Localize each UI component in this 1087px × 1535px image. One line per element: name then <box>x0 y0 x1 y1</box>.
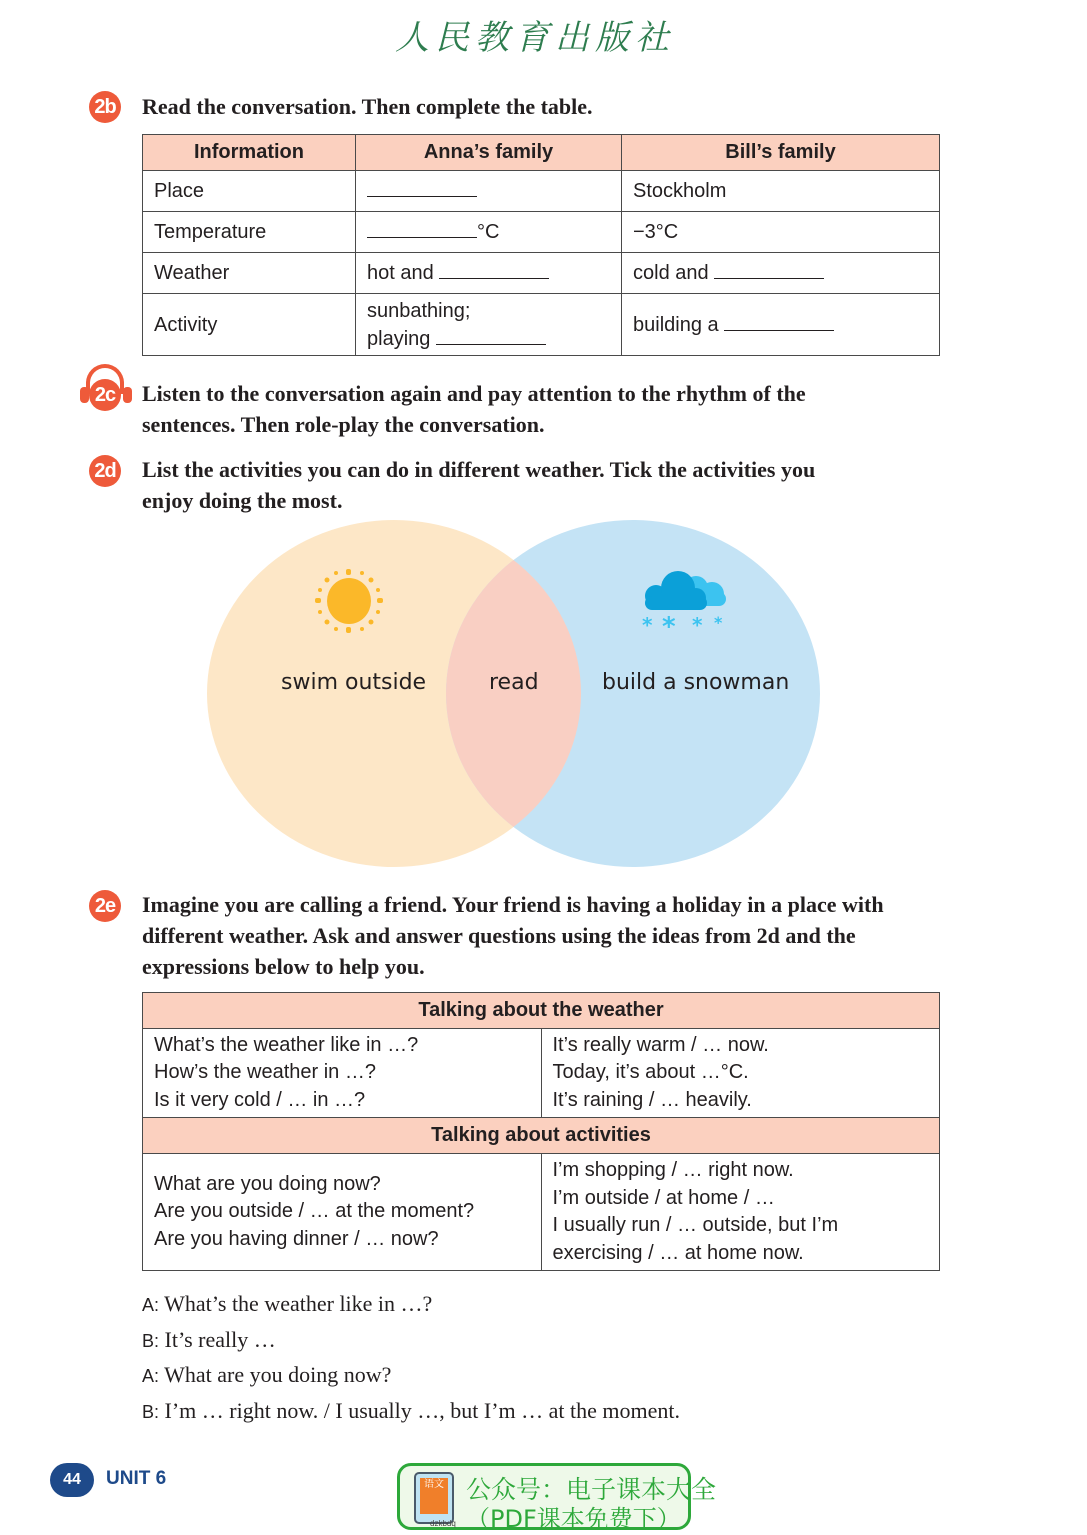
bill-temp-cell: −3°C <box>622 212 940 253</box>
expression-line: It’s really warm / … now. <box>552 1033 769 1056</box>
tablet-book-icon <box>414 1472 454 1524</box>
instruction-line: sentences. Then role-play the conversation. <box>142 412 545 437</box>
blank-answer-field[interactable] <box>367 179 477 197</box>
expression-line: I usually run / … outside, but I’m <box>552 1214 839 1236</box>
sun-icon <box>312 568 386 634</box>
headphones-earcup-left <box>80 387 89 403</box>
instruction-line: different weather. Ask and answer questions using the ideas from 2d and the <box>142 923 856 948</box>
expression-line: How’s the weather in …? <box>154 1061 376 1084</box>
cell-text: hot and <box>367 262 434 284</box>
bill-activity-cell <box>622 294 940 356</box>
headphones-earcup-right <box>123 387 132 403</box>
exercise-badge-2c: 2c <box>89 379 121 411</box>
exercise-badge-2e: 2e <box>89 890 121 922</box>
cell-text: cold and <box>633 262 709 284</box>
promo-banner[interactable] <box>397 1463 717 1533</box>
promo-text-line1: 公众号：电子课本大全 <box>466 1475 717 1504</box>
unit-celsius: °C <box>477 221 500 243</box>
dialogue-text: What’s the weather like in …? <box>164 1291 433 1316</box>
expression-line: Are you having dinner / … now? <box>154 1227 439 1250</box>
venn-diagram <box>207 520 821 867</box>
expression-line: I’m outside / at home / … <box>552 1186 775 1209</box>
instruction-line: Listen to the conversation again and pay attention to the rhythm of the <box>142 381 806 406</box>
page-number: 44 <box>50 1463 94 1497</box>
snow-cloud-icon <box>636 566 730 636</box>
table-row <box>143 294 940 356</box>
instruction-2d <box>142 454 815 516</box>
anna-temp-cell <box>356 212 622 253</box>
anna-place-cell <box>356 171 622 212</box>
expression-line: Today, it’s about …°C. <box>552 1061 749 1084</box>
instruction-line: expressions below to help you. <box>142 954 425 979</box>
speaker-label: B: <box>142 1330 160 1351</box>
instruction-2e <box>142 889 942 982</box>
instruction-2b: Read the conversation. Then complete the table. <box>142 94 593 119</box>
cell-text: sunbathing; <box>367 299 471 322</box>
speaker-label: A: <box>142 1366 160 1386</box>
activity-answers-cell <box>541 1154 940 1271</box>
dialogue-line <box>142 1287 680 1323</box>
svg-text:*: * <box>692 613 703 636</box>
header-bill: Bill’s family <box>622 135 940 171</box>
dialogue-line <box>142 1394 680 1430</box>
instruction-2c <box>142 378 806 440</box>
speaker-label: B: <box>142 1401 160 1422</box>
expression-line: Are you outside / … at the moment? <box>154 1200 475 1223</box>
tablet-book-cover: 语文 <box>420 1478 448 1514</box>
blank-answer-field[interactable] <box>439 261 549 279</box>
speaker-label: A: <box>142 1295 160 1315</box>
instruction-line: enjoy doing the most. <box>142 488 343 513</box>
section-title-weather: Talking about the weather <box>143 993 940 1029</box>
venn-label-cold: build a snowman <box>602 670 790 695</box>
expression-line: Is it very cold / … in …? <box>154 1088 366 1111</box>
activity-questions-cell <box>143 1154 542 1271</box>
svg-text:*: * <box>714 613 723 632</box>
cell-text: building a <box>633 313 719 336</box>
blank-answer-field[interactable] <box>724 313 834 331</box>
row-label: Place <box>143 171 356 212</box>
bill-weather-cell <box>622 253 940 294</box>
unit-label: UNIT 6 <box>106 1468 167 1489</box>
expression-line: I’m shopping / … right now. <box>552 1159 794 1181</box>
expression-line: What are you doing now? <box>154 1172 381 1195</box>
svg-text:*: * <box>662 612 676 636</box>
dialogue-text: I’m … right now. / I usually …, but I’m … at the moment. <box>164 1397 681 1423</box>
info-table <box>142 134 940 356</box>
anna-weather-cell <box>356 253 622 294</box>
expression-line: exercising / … at home now. <box>552 1241 804 1264</box>
instruction-line: List the activities you can do in different weather. Tick the activities you <box>142 457 816 482</box>
table-row <box>143 253 940 294</box>
header-anna: Anna’s family <box>356 135 622 171</box>
exercise-badge-2b: 2b <box>89 91 121 123</box>
table-header-row <box>143 135 940 171</box>
dialogue-text: What are you doing now? <box>164 1362 392 1387</box>
cell-text: playing <box>367 327 431 350</box>
table-row <box>143 171 940 212</box>
blank-answer-field[interactable] <box>367 220 477 238</box>
promo-text-line2: （PDF课本免费下） <box>466 1505 681 1533</box>
expression-line: It’s raining / … heavily. <box>552 1088 752 1111</box>
expressions-table <box>142 992 940 1271</box>
venn-label-both: read <box>489 670 539 695</box>
sample-dialogue <box>142 1287 680 1429</box>
venn-label-hot: swim outside <box>281 670 427 695</box>
publisher-logo: 人民教育出版社 <box>395 18 675 58</box>
svg-text:*: * <box>642 613 653 636</box>
bill-place-cell: Stockholm <box>622 171 940 212</box>
dialogue-text: It’s really … <box>164 1326 276 1352</box>
instruction-line: Imagine you are calling a friend. Your friend is having a holiday in a place with <box>142 892 884 917</box>
exercise-badge-2d: 2d <box>89 455 121 487</box>
weather-answers-cell <box>541 1029 940 1118</box>
header-information: Information <box>143 135 356 171</box>
dialogue-line <box>142 1323 680 1359</box>
table-row <box>143 212 940 253</box>
blank-answer-field[interactable] <box>436 327 546 345</box>
row-label: Activity <box>143 294 356 356</box>
section-title-activities: Talking about activities <box>143 1118 940 1154</box>
blank-answer-field[interactable] <box>714 261 824 279</box>
dialogue-line <box>142 1358 680 1394</box>
weather-questions-cell <box>143 1029 542 1118</box>
promo-icon-caption: dzkbdq <box>430 1519 456 1528</box>
row-label: Temperature <box>143 212 356 253</box>
expression-line: What’s the weather like in …? <box>154 1033 419 1056</box>
anna-activity-cell <box>356 294 622 356</box>
row-label: Weather <box>143 253 356 294</box>
